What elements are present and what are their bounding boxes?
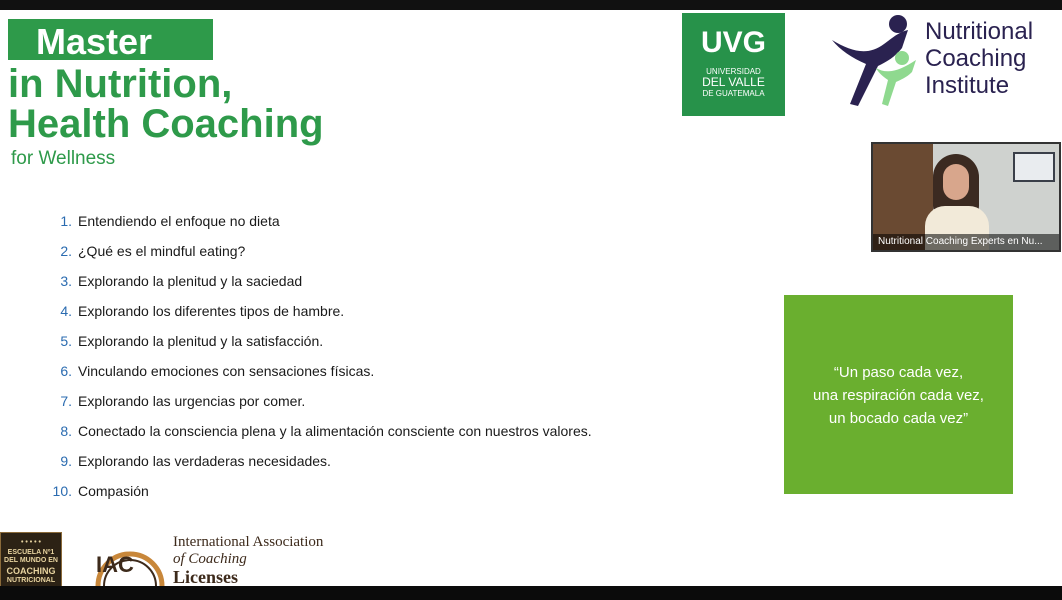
list-item: [30, 420, 592, 442]
uvg-logo: [682, 13, 785, 116]
title-master-text: Master: [36, 21, 153, 62]
list-item: [30, 300, 344, 322]
nci-figures-icon: [828, 14, 920, 106]
list-item-text: Entendiendo el enfoque no dieta: [78, 213, 280, 229]
participant-video-tile[interactable]: [871, 142, 1061, 252]
escuela-badge-logo: [0, 532, 62, 586]
nci-logo-line-1: Nutritional: [925, 18, 1034, 45]
escuela-badge-line-4: NUTRICIONAL: [6, 577, 56, 584]
list-item-text: Explorando las verdaderas necesidades.: [78, 453, 331, 469]
video-person-face: [943, 164, 969, 200]
escuela-badge-line-2: DEL MUNDO EN: [4, 557, 58, 564]
uvg-logo-abbr: UVG: [700, 26, 766, 59]
list-item-number: 10.: [52, 483, 72, 499]
list-item-number: 1.: [60, 213, 72, 229]
nci-logo-line-3: Institute: [925, 72, 1010, 99]
list-item-text: ¿Qué es el mindful eating?: [78, 243, 246, 259]
list-item-text: Explorando la plenitud y la satisfacción.: [78, 333, 324, 349]
uvg-logo-line-1: UNIVERSIDAD: [706, 67, 761, 76]
presentation-slide: [0, 10, 1062, 586]
escuela-badge-line-1: ESCUELA Nº1: [7, 549, 55, 556]
list-item-number: 7.: [60, 393, 72, 409]
title-line-2: Health Coaching: [8, 102, 324, 146]
video-wall-painting: [1013, 152, 1055, 182]
list-item-number: 2.: [60, 243, 72, 259]
iac-logo-line-2: of Coaching: [173, 551, 247, 567]
list-item-number: 4.: [60, 303, 72, 319]
quote-line-3: un bocado cada vez”: [828, 410, 969, 427]
list-item-text: Vinculando emociones con sensaciones físicas.: [78, 363, 375, 379]
list-item-number: 6.: [60, 363, 72, 379]
quote-line-2: una respiración cada vez,: [813, 387, 984, 404]
list-item-text: Explorando los diferentes tipos de hambre.: [78, 303, 345, 319]
list-item: [30, 210, 280, 232]
quote-line-1: “Un paso cada vez,: [833, 364, 964, 381]
escuela-badge-line-3: COACHING: [6, 566, 56, 576]
escuela-badge-stars: • • • • •: [20, 539, 42, 546]
quote-box: [784, 295, 1013, 494]
screen-top-bar: [0, 0, 1062, 10]
list-item: [30, 360, 374, 382]
list-item: [30, 480, 149, 502]
list-item: [30, 240, 245, 262]
list-item-number: 8.: [60, 423, 72, 439]
list-item: [30, 270, 302, 292]
list-item: [30, 330, 323, 352]
title-highlight-box: [8, 19, 213, 60]
uvg-logo-line-2: DEL VALLE: [702, 75, 765, 89]
title-line-1: in Nutrition,: [8, 62, 233, 106]
list-item-text: Explorando la plenitud y la saciedad: [78, 273, 303, 289]
iac-logo-line-1: International Association: [173, 534, 324, 550]
list-item-number: 5.: [60, 333, 72, 349]
list-item-number: 9.: [60, 453, 72, 469]
list-item-text: Conectado la consciencia plena y la alimentación consciente con nuestros valores.: [78, 423, 592, 439]
list-item-number: 3.: [60, 273, 72, 289]
list-item-text: Compasión: [78, 483, 149, 499]
iac-logo-line-3: Licenses: [173, 567, 238, 586]
list-item-text: Explorando las urgencias por comer.: [78, 393, 306, 409]
uvg-logo-line-3: DE GUATEMALA: [702, 89, 765, 98]
screen-bottom-bar: [0, 586, 1062, 600]
participant-name-label: Nutritional Coaching Experts en Nu...: [873, 234, 1059, 250]
title-subtitle: for Wellness: [11, 148, 116, 169]
iac-logo-abbr: IAC: [96, 552, 134, 577]
list-item: [30, 390, 305, 412]
list-item: [30, 450, 331, 472]
nci-logo-line-2: Coaching: [925, 45, 1027, 72]
